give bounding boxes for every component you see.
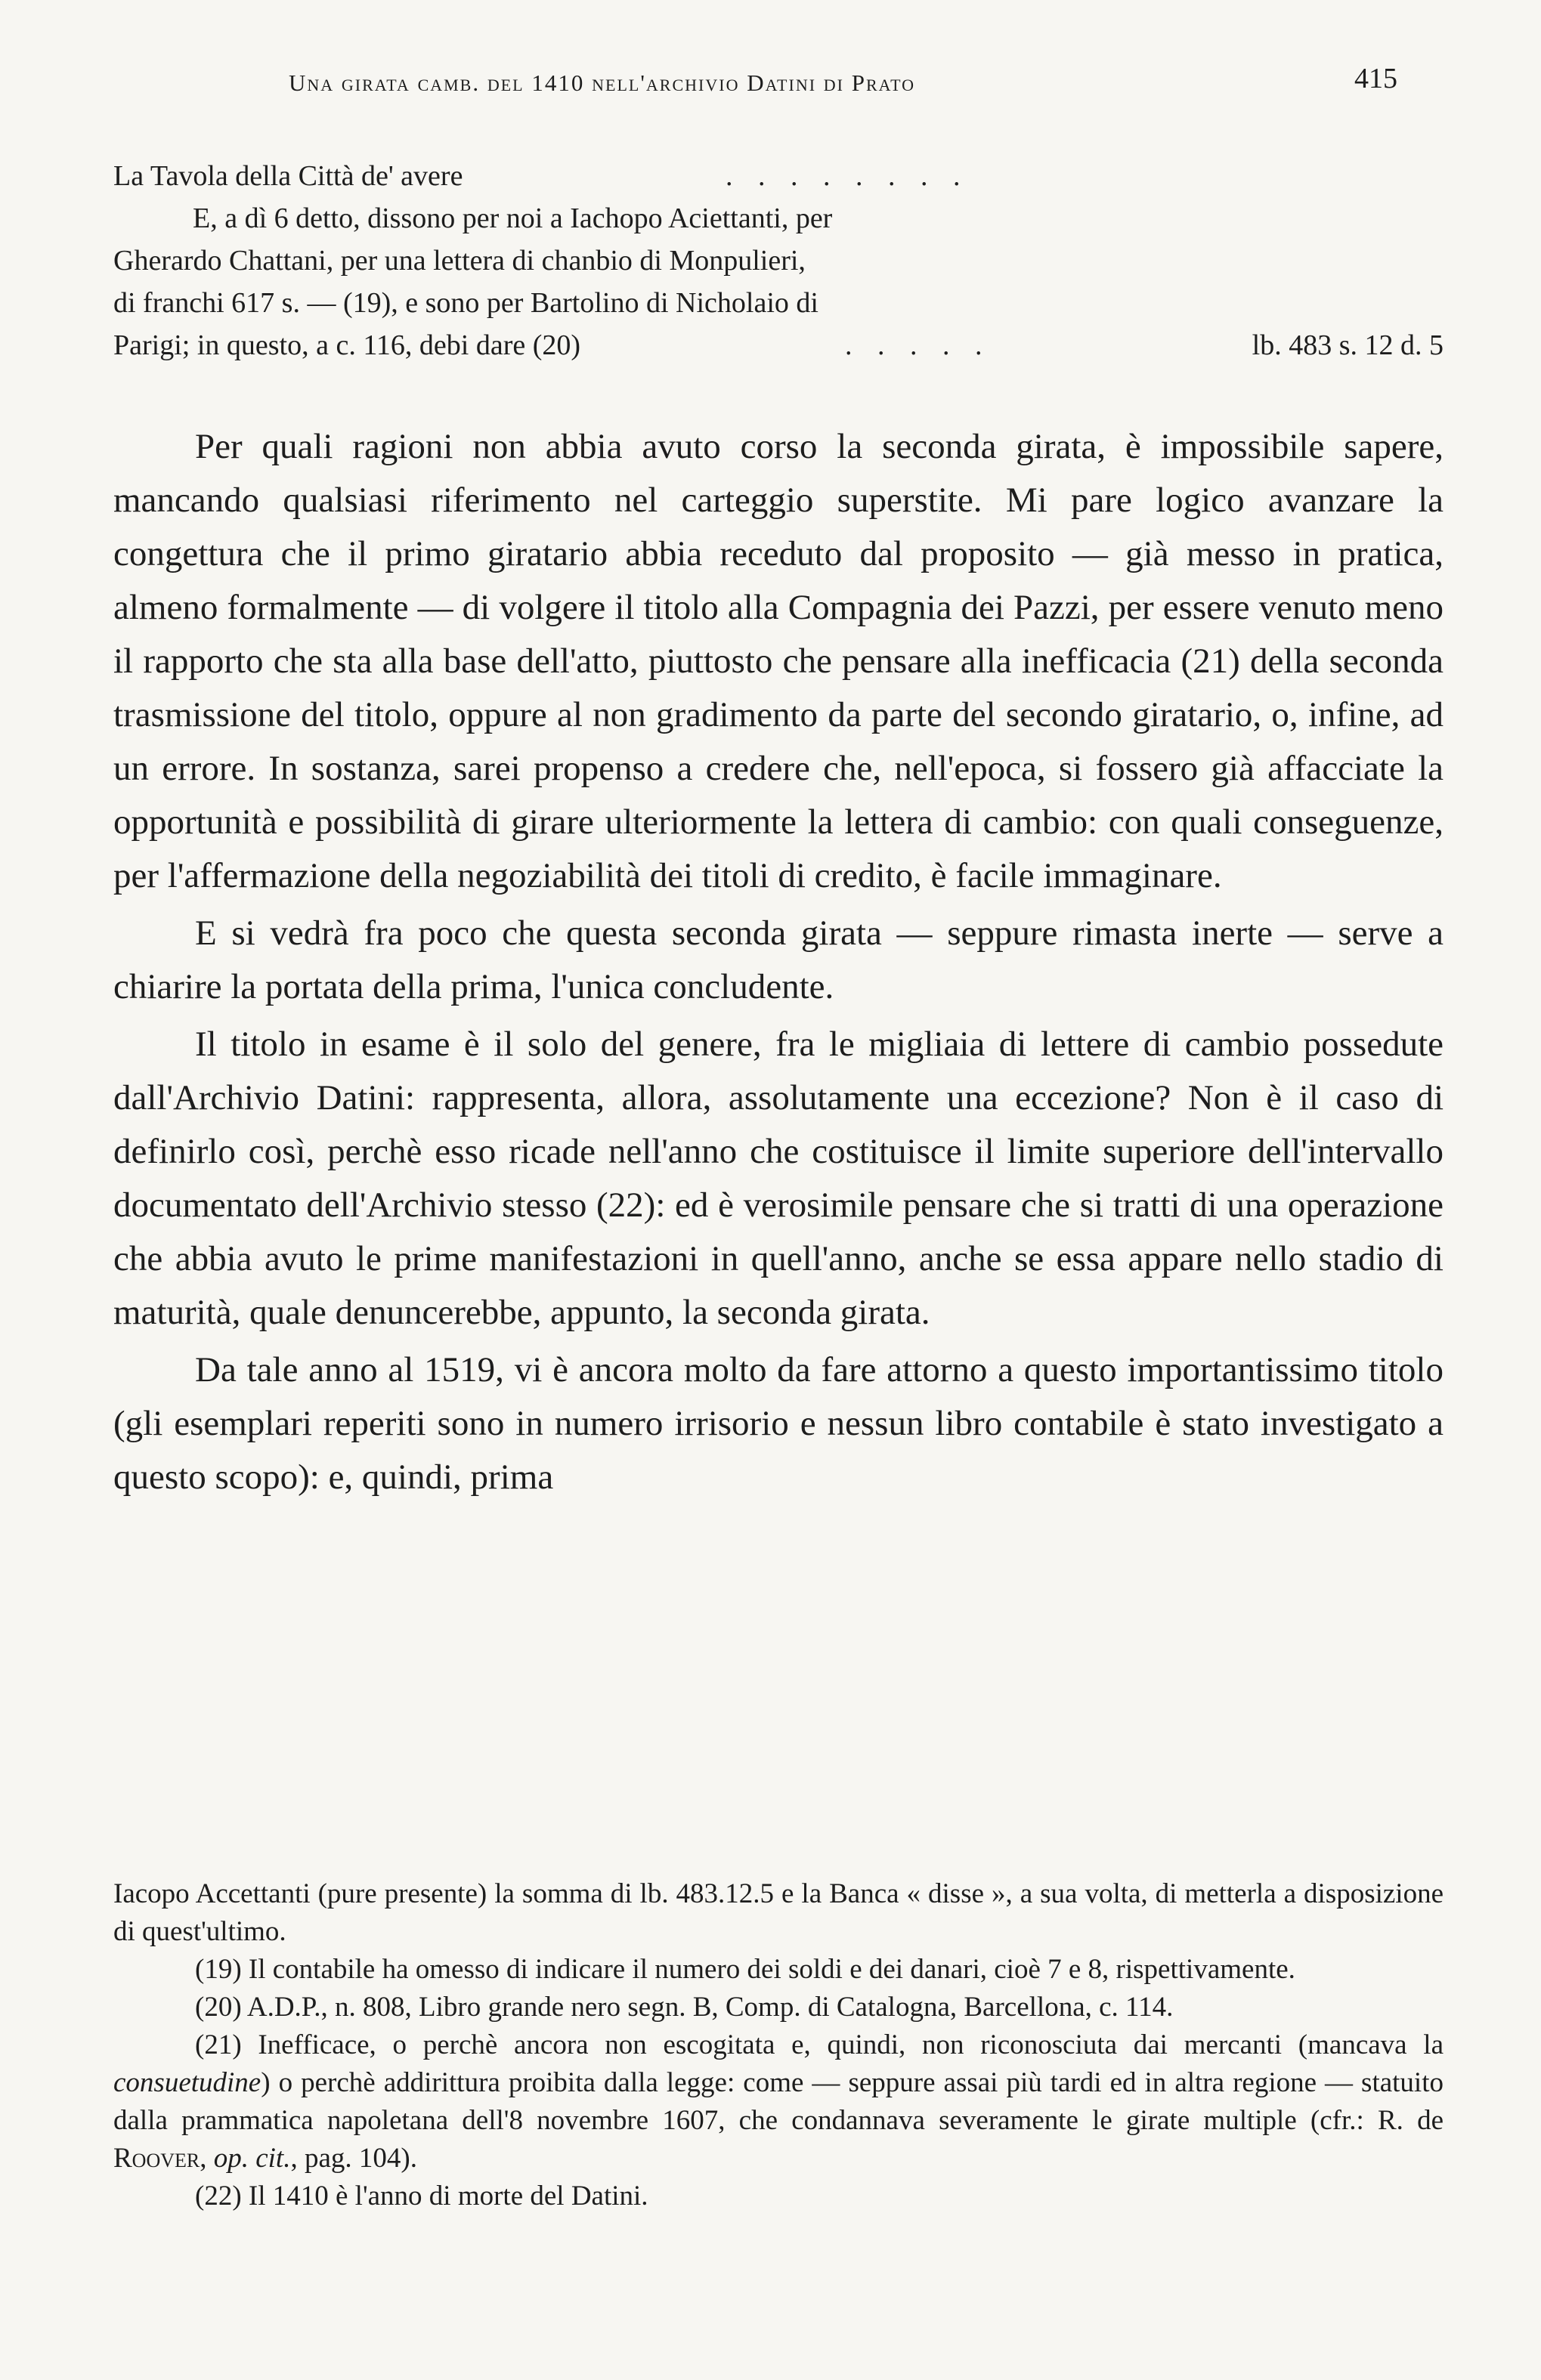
leader-dots: . . . . .	[845, 329, 992, 361]
paragraph: Il titolo in esame è il solo del genere, fra le migliaia di lettere di cambio possedute dall'Archivio Datini: rappresenta, allora, assolutamente una eccezione? Non è il caso di definirlo così, perchè esso ricade nell'anno che costituisce il limite superiore dell'intervallo documentato dell'Archivio stesso (22): ed è verosimile pensare che si tratti di una operazione che abbia avuto le prime manifestazioni in quell'anno, anche se essa appare nello stadio di maturità, quale denuncerebbe, appunto, la seconda girata.	[113, 1025, 1444, 1332]
ledger-line	[113, 197, 1444, 240]
page-number: 415	[1354, 63, 1397, 94]
ledger-heading: La Tavola della Città de' avere	[113, 160, 463, 192]
italic-term: consuetudine	[113, 2067, 261, 2098]
footnote-22: (22) Il 1410 è l'anno di morte del Datini.	[195, 2181, 648, 2212]
paragraph: Per quali ragioni non abbia avuto corso la seconda girata, è impossibile sapere, mancando qualsiasi riferimento nel carteggio superstite. Mi pare logico avanzare la congettura che il primo giratario abbia receduto dal proposito — già messo in pratica, almeno formalmente — di volgere il titolo alla Compagnia dei Pazzi, per essere venuto meno il rapporto che sta alla base dell'atto, piuttosto che pensare alla inefficacia (21) della seconda trasmissione del titolo, oppure al non gradimento da parte del secondo giratario, o, infine, ad un errore. In sostanza, sarei propenso a credere che, nell'epoca, si fossero già affacciate la opportunità e possibilità di girare ulteriormente la lettera di cambio: con quali conseguenze, per l'affermazione della negoziabilità dei titoli di credito, è facile immaginare.	[113, 427, 1444, 895]
footnotes	[113, 1875, 1444, 2215]
footnote-text: (21) Inefficace, o perchè ancora non escogitata e, quindi, non riconosciuta dai mercanti (mancava la	[195, 2029, 1444, 2060]
leader-dots: . . . . . . . .	[726, 160, 970, 192]
ledger-amount: lb. 483 s. 12 d. 5	[1252, 329, 1444, 361]
ledger-line	[113, 282, 1444, 324]
ledger-text: di franchi 617 s. — (19), e sono per Bartolino di Nicholaio di	[113, 287, 818, 319]
footnote-19: (19) Il contabile ha omesso di indicare il numero dei soldi e dei danari, cioè 7 e 8, rispettivamente.	[195, 1954, 1295, 1985]
separator: ,	[200, 2143, 207, 2174]
footnote-text: , pag. 104).	[290, 2143, 417, 2174]
author-name: Roover	[113, 2143, 200, 2174]
paragraph: Da tale anno al 1519, vi è ancora molto da fare attorno a questo importantissimo titolo (gli esemplari reperiti sono in numero irrisorio e nessun libro contabile è stato investigato a questo scopo): e, quindi, prima	[113, 1350, 1444, 1497]
footnote-text: ) o perchè addirittura proibita dalla legge: come — seppure assai più tardi ed in altra regione — statuito dalla prammatica napoletana dell'8 novembre 1607, che condannava severamente le girate multiple (cfr.: R. de	[113, 2067, 1444, 2136]
main-text	[113, 420, 1444, 1504]
paragraph: E si vedrà fra poco che questa seconda girata — seppure rimasta inerte — serve a chiarire la portata della prima, l'unica concludente.	[113, 913, 1444, 1006]
ledger-text: E, a dì 6 detto, dissono per noi a Iachopo Aciettanti, per	[193, 202, 833, 234]
footnote-continuation: Iacopo Accettanti (pure presente) la somma di lb. 483.12.5 e la Banca « disse », a sua volta, di metterla a disposizione di quest'ultimo.	[113, 1878, 1444, 1947]
ledger-entry	[113, 155, 1444, 366]
citation-abbrev: op. cit.	[213, 2143, 291, 2174]
page-header	[113, 62, 1428, 107]
ledger-text: Parigi; in questo, a c. 116, debi dare (20)	[113, 329, 581, 361]
footnote-21	[113, 2026, 1444, 2178]
footnote-20: (20) A.D.P., n. 808, Libro grande nero segn. B, Comp. di Catalogna, Barcellona, c. 114.	[195, 1992, 1174, 2023]
running-title: Una girata camb. del 1410 nell'archivio Datini di Prato	[289, 70, 916, 96]
ledger-line	[113, 240, 1444, 282]
ledger-line	[113, 155, 1444, 197]
ledger-text: Gherardo Chattani, per una lettera di chanbio di Monpulieri,	[113, 245, 806, 277]
ledger-line	[113, 324, 1444, 366]
